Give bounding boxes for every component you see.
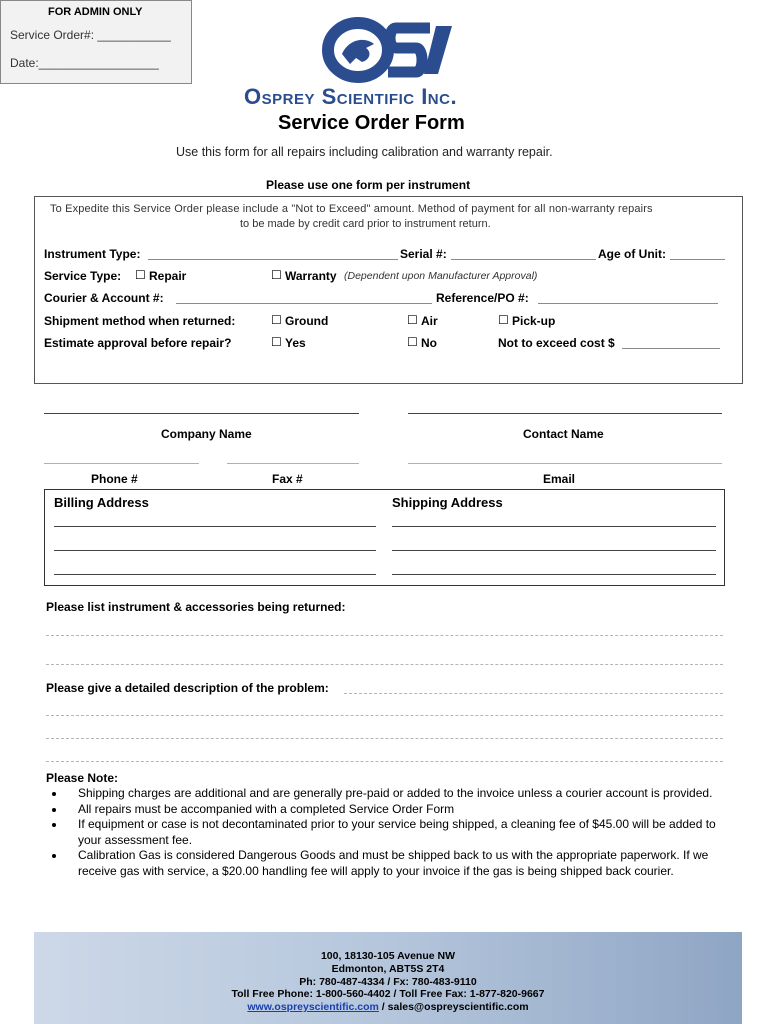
repair-label: Repair <box>149 269 187 283</box>
note-item: • Calibration Gas is considered Dangerous Goods and must be shipped back to us with the appropriate paperwork. If we receive gas with service, a $20.00 handling fee will apply to your invoice if the gas is being shipped back courier. <box>66 848 720 879</box>
expedite-line-1: To Expedite this Service Order please include a "Not to Exceed" amount. Method of payment for all non-warranty repairs <box>50 203 653 215</box>
repair-checkbox[interactable]: ☐ <box>135 268 146 282</box>
shipment-label: Shipment method when returned: <box>44 314 236 328</box>
not-exceed-label: Not to exceed cost $ <box>498 336 615 350</box>
billing-line-2[interactable] <box>54 550 376 551</box>
courier-label: Courier & Account #: <box>44 291 164 305</box>
billing-line-1[interactable] <box>54 526 376 527</box>
age-label: Age of Unit: <box>598 247 666 261</box>
one-form-note: Please use one form per instrument <box>266 178 471 192</box>
note-item: • Shipping charges are additional and are generally pre-paid or added to the invoice unless a courier account is provided. <box>66 786 720 802</box>
expedite-line-2: to be made by credit card prior to instrument return. <box>240 218 491 230</box>
notes-title: Please Note: <box>46 771 119 785</box>
footer <box>34 932 742 1024</box>
company-name: Osprey Scientific Inc. <box>244 84 458 109</box>
age-field[interactable] <box>670 259 725 260</box>
instrument-type-label: Instrument Type: <box>44 247 141 261</box>
problem-line-2[interactable] <box>46 738 723 739</box>
warranty-checkbox[interactable]: ☐ <box>271 268 282 282</box>
warranty-label: Warranty <box>285 269 337 283</box>
pickup-label: Pick-up <box>512 314 556 328</box>
footer-contact-line <box>34 1001 742 1014</box>
footer-email[interactable]: sales@ospreyscientific.com <box>387 1001 529 1014</box>
ground-label: Ground <box>285 314 329 328</box>
warranty-note: (Dependent upon Manufacturer Approval) <box>344 270 538 282</box>
reference-field[interactable] <box>538 303 718 304</box>
admin-box <box>0 0 192 84</box>
billing-line-3[interactable] <box>54 574 376 575</box>
problem-line-3[interactable] <box>46 761 723 762</box>
no-checkbox[interactable]: ☐ <box>407 335 418 349</box>
admin-date-field[interactable]: Date:__________________ <box>10 56 159 70</box>
shipping-address-label: Shipping Address <box>392 495 503 510</box>
shipping-line-2[interactable] <box>392 550 716 551</box>
contact-name-label: Contact Name <box>523 427 604 441</box>
fax-label: Fax # <box>272 472 303 486</box>
instrument-type-field[interactable] <box>148 259 398 260</box>
instrument-list-label: Please list instrument & accessories being returned: <box>46 600 346 614</box>
no-label: No <box>421 336 437 350</box>
instrument-list-line-2[interactable] <box>46 664 723 665</box>
email-field[interactable] <box>408 463 722 464</box>
yes-checkbox[interactable]: ☐ <box>271 335 282 349</box>
shipping-line-1[interactable] <box>392 526 716 527</box>
shipping-line-3[interactable] <box>392 574 716 575</box>
footer-phone-fax: Ph: 780-487-4334 / Fx: 780-483-9110 <box>299 975 477 988</box>
phone-field[interactable] <box>44 463 199 464</box>
email-label: Email <box>543 472 576 486</box>
footer-address-2: Edmonton, ABT5S 2T4 <box>331 962 445 975</box>
service-type-label: Service Type: <box>44 269 122 283</box>
instrument-list-line-1[interactable] <box>46 635 723 636</box>
note-item: • All repairs must be accompanied with a completed Service Order Form <box>66 802 720 818</box>
contact-name-field[interactable] <box>408 413 722 414</box>
phone-label: Phone # <box>91 472 138 486</box>
footer-address-1: 100, 18130-105 Avenue NW <box>320 950 456 962</box>
courier-field[interactable] <box>176 303 432 304</box>
footer-toll-free: Toll Free Phone: 1-800-560-4402 / Toll Free Fax: 1-877-820-9667 <box>231 988 545 1001</box>
not-exceed-field[interactable] <box>622 348 720 349</box>
problem-line-0[interactable] <box>344 693 723 694</box>
reference-label: Reference/PO #: <box>436 291 529 305</box>
form-intro: Use this form for all repairs including calibration and warranty repair. <box>176 145 553 159</box>
company-name-label: Company Name <box>161 427 252 441</box>
service-order-number-field[interactable]: Service Order#: ___________ <box>10 28 171 42</box>
note-item: • If equipment or case is not decontaminated prior to your service being shipped, a cleaning fee of $45.00 will be added to your assessment fee. <box>66 817 720 848</box>
serial-label: Serial #: <box>400 247 447 261</box>
footer-separator: / <box>378 1001 388 1014</box>
fax-field[interactable] <box>227 463 359 464</box>
yes-label: Yes <box>285 336 306 350</box>
website-link[interactable]: www.ospreyscientific.com <box>247 1001 379 1014</box>
company-logo <box>238 14 538 112</box>
ground-checkbox[interactable]: ☐ <box>271 313 282 327</box>
form-title: Service Order Form <box>278 112 465 134</box>
billing-address-label: Billing Address <box>54 495 149 510</box>
problem-line-1[interactable] <box>46 715 723 716</box>
admin-title: FOR ADMIN ONLY <box>48 6 143 18</box>
estimate-label: Estimate approval before repair? <box>44 336 232 350</box>
company-name-field[interactable] <box>44 413 359 414</box>
air-label: Air <box>421 314 438 328</box>
serial-field[interactable] <box>451 259 596 260</box>
air-checkbox[interactable]: ☐ <box>407 313 418 327</box>
notes-list <box>20 786 720 879</box>
problem-label: Please give a detailed description of the problem: <box>46 681 329 695</box>
pickup-checkbox[interactable]: ☐ <box>498 313 509 327</box>
footer-text <box>34 950 742 1014</box>
